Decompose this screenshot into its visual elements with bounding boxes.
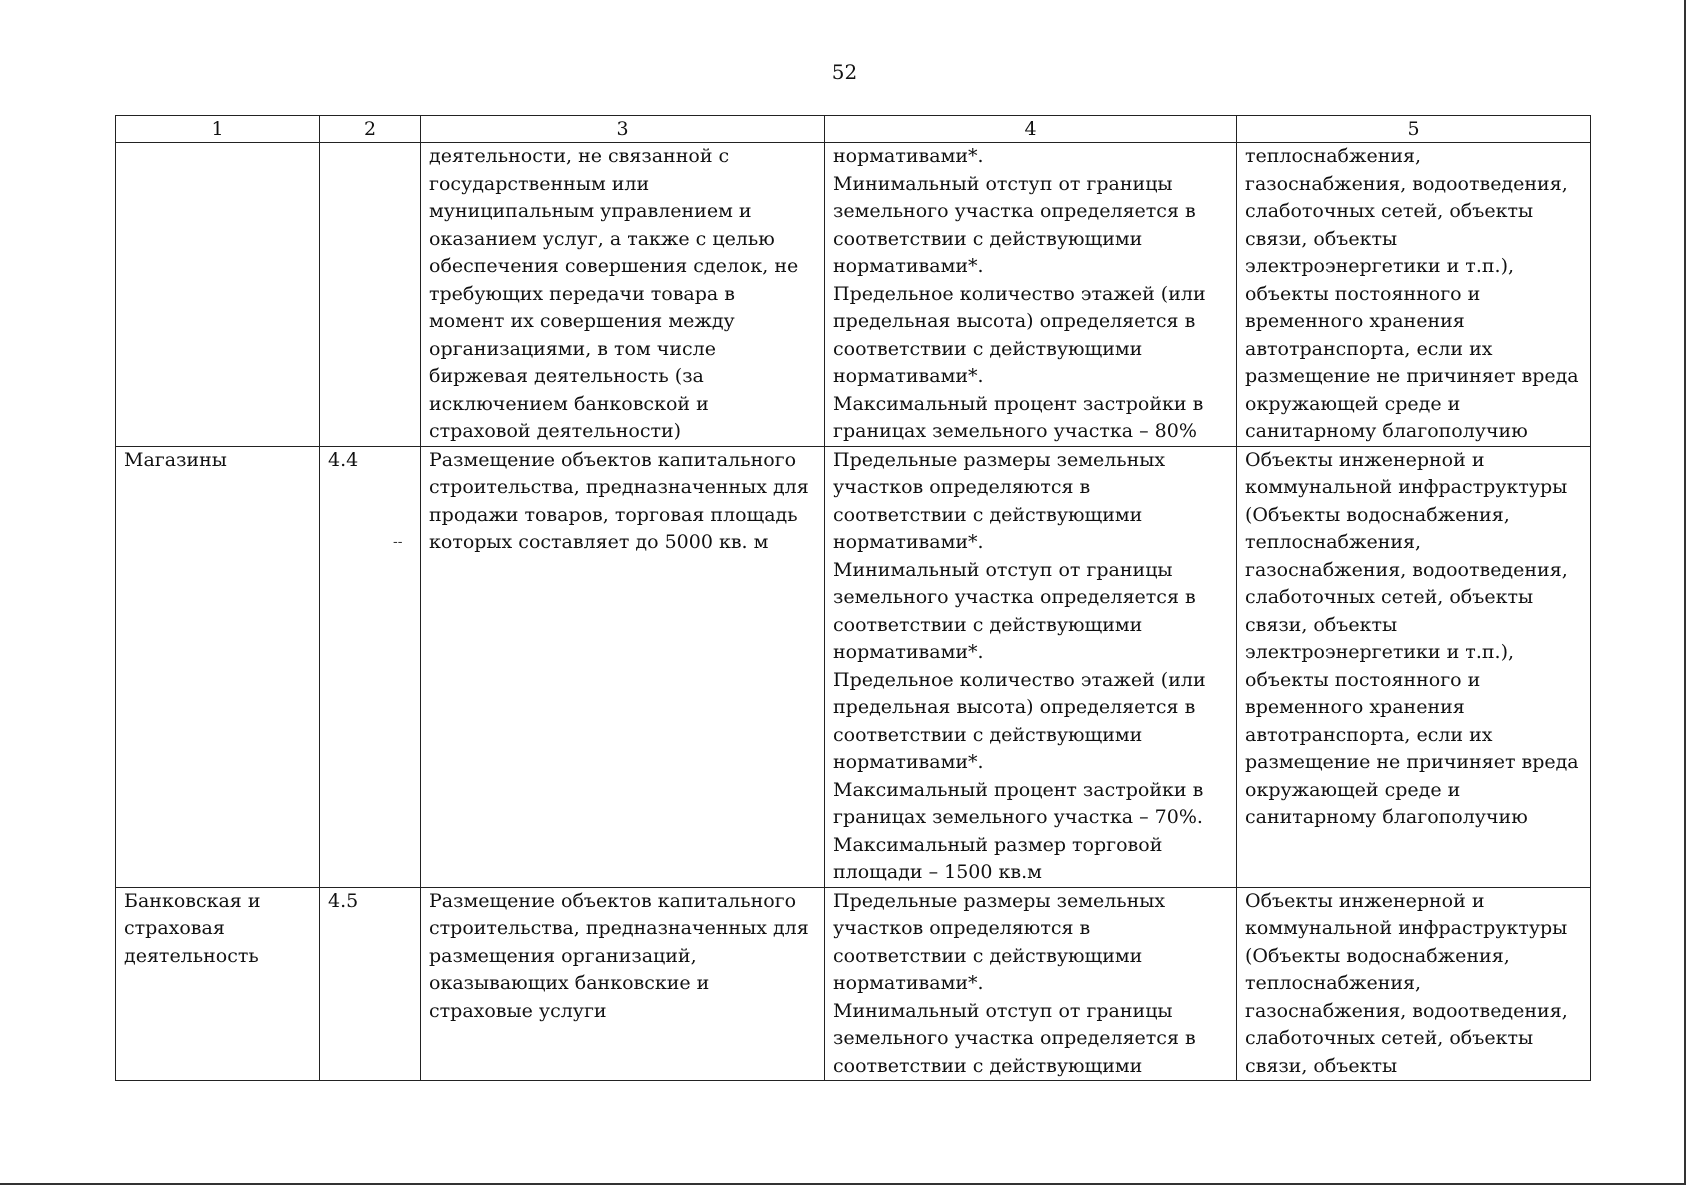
text-line: земельного участка определяется в — [833, 200, 1196, 222]
land-use-regulations-table — [115, 115, 1591, 1081]
header-col-4: 4 — [825, 116, 1237, 143]
cell-description — [421, 143, 825, 447]
text-line: обеспечения совершения сделок, не — [429, 255, 799, 277]
text-line: Объекты инженерной и — [1245, 889, 1485, 912]
text-line: нормативами*. — [833, 365, 984, 387]
text-line: организациями, в том числе — [429, 337, 716, 360]
text-line: страховой деятельности) — [429, 420, 682, 442]
text-line: соответствии с действующими — [833, 613, 1143, 636]
scan-frame-right-edge — [1684, 0, 1686, 1185]
text-line: государственным или — [429, 172, 650, 195]
text-line: слаботочных сетей, объекты — [1245, 200, 1534, 222]
text-line: Максимальный процент застройки в — [833, 778, 1204, 801]
text-line: муниципальным управлением и — [429, 200, 752, 222]
text-line: нормативами*. — [833, 641, 984, 663]
text-line: деятельность — [124, 944, 259, 967]
text-line: Максимальный процент застройки в — [833, 392, 1204, 415]
text-line: страховая — [124, 917, 225, 939]
text-line: санитарному благополучию — [1245, 420, 1528, 442]
table-row — [116, 143, 1591, 447]
text-line: объекты постоянного и — [1245, 668, 1481, 691]
text-line: соответствии с действующими — [833, 227, 1143, 250]
text-line: нормативами*. — [833, 751, 984, 773]
text-line: требующих передачи товара в — [429, 282, 735, 305]
text-line: нормативами*. — [833, 531, 984, 553]
text-line: Максимальный размер торговой — [833, 833, 1163, 856]
text-line: газоснабжения, водоотведения, — [1245, 172, 1568, 195]
header-col-5: 5 — [1237, 116, 1591, 143]
page-number: 52 — [831, 60, 858, 84]
text-line: связи, объекты — [1245, 613, 1398, 636]
text-line: теплоснабжения, — [1245, 972, 1422, 994]
cell-land-use-code: 4.5 — [320, 887, 421, 1081]
text-line: теплоснабжения, — [1245, 531, 1422, 553]
cell-description — [421, 446, 825, 887]
text-line: газоснабжения, водоотведения, — [1245, 999, 1568, 1022]
text-line: размещение не причиняет вреда — [1245, 751, 1579, 773]
text-line: участков определяются в — [833, 476, 1091, 498]
text-line: (Объекты водоснабжения, — [1245, 944, 1510, 967]
text-line: соответствии с действующими — [833, 723, 1143, 746]
text-line: Минимальный отступ от границы — [833, 999, 1173, 1022]
cell-parameters — [825, 446, 1237, 887]
text-line: площади – 1500 кв.м — [833, 861, 1042, 883]
scan-artifact-mark: -- — [393, 534, 403, 550]
text-line: Размещение объектов капитального — [429, 448, 797, 471]
text-line: электроэнергетики и т.п.), — [1245, 641, 1515, 663]
text-line: слаботочных сетей, объекты — [1245, 586, 1534, 608]
text-line: соответствии с действующими — [833, 337, 1143, 360]
text-line: временного хранения — [1245, 310, 1465, 332]
text-line: предельная высота) определяется в — [833, 310, 1196, 332]
text-line: размещение не причиняет вреда — [1245, 365, 1579, 387]
text-line: земельного участка определяется в — [833, 586, 1196, 608]
text-line: соответствии с действующими — [833, 1054, 1143, 1077]
text-line: предельная высота) определяется в — [833, 696, 1196, 718]
text-line: нормативами*. — [833, 972, 984, 994]
text-line: санитарному благополучию — [1245, 806, 1528, 828]
header-col-2: 2 — [320, 116, 421, 143]
text-line: электроэнергетики и т.п.), — [1245, 255, 1515, 277]
text-line: окружающей среде и — [1245, 778, 1461, 801]
cell-description — [421, 887, 825, 1081]
table-row — [116, 446, 1591, 887]
text-line: газоснабжения, водоотведения, — [1245, 558, 1568, 581]
text-line: Магазины — [124, 448, 227, 471]
text-line: исключением банковской и — [429, 392, 709, 415]
text-line: коммунальной инфраструктуры — [1245, 917, 1568, 939]
text-line: теплоснабжения, — [1245, 145, 1422, 167]
cell-land-use-name — [116, 143, 320, 447]
text-line: соответствии с действующими — [833, 503, 1143, 526]
text-line: строительства, предназначенных для — [429, 917, 809, 939]
text-line: которых составляет до 5000 кв. м — [429, 531, 769, 553]
text-line: строительства, предназначенных для — [429, 476, 809, 498]
cell-auxiliary-uses — [1237, 446, 1591, 887]
text-line: связи, объекты — [1245, 227, 1398, 250]
text-line: коммунальной инфраструктуры — [1245, 476, 1568, 498]
cell-land-use-name — [116, 446, 320, 887]
table-header-row — [116, 116, 1591, 143]
text-line: границах земельного участка – 70%. — [833, 806, 1203, 828]
text-line: окружающей среде и — [1245, 392, 1461, 415]
text-line: момент их совершения между — [429, 310, 735, 332]
text-line: соответствии с действующими — [833, 944, 1143, 967]
text-line: границах земельного участка – 80% — [833, 420, 1197, 442]
header-col-3: 3 — [421, 116, 825, 143]
text-line: временного хранения — [1245, 696, 1465, 718]
text-line: размещения организаций, — [429, 944, 697, 967]
cell-auxiliary-uses — [1237, 887, 1591, 1081]
text-line: оказанием услуг, а также с целью — [429, 227, 775, 250]
table-body — [116, 143, 1591, 1081]
text-line: участков определяются в — [833, 917, 1091, 939]
text-line: страховые услуги — [429, 999, 607, 1022]
cell-land-use-code — [320, 143, 421, 447]
cell-auxiliary-uses — [1237, 143, 1591, 447]
text-line: деятельности, не связанной с — [429, 145, 730, 167]
text-line: Предельное количество этажей (или — [833, 282, 1206, 305]
text-line: Объекты инженерной и — [1245, 448, 1485, 471]
text-line: биржевая деятельность (за — [429, 365, 704, 387]
text-line: нормативами*. — [833, 145, 984, 167]
text-line: Предельные размеры земельных — [833, 448, 1166, 471]
text-line: Размещение объектов капитального — [429, 889, 797, 912]
text-line: нормативами*. — [833, 255, 984, 277]
text-line: слаботочных сетей, объекты — [1245, 1027, 1534, 1049]
text-line: земельного участка определяется в — [833, 1027, 1196, 1049]
text-line: Минимальный отступ от границы — [833, 172, 1173, 195]
text-line: продажи товаров, торговая площадь — [429, 503, 798, 526]
table-row — [116, 887, 1591, 1081]
text-line: Банковская и — [124, 889, 261, 912]
header-col-1: 1 — [116, 116, 320, 143]
scan-frame-bottom-edge — [0, 1183, 1686, 1185]
text-line: Предельное количество этажей (или — [833, 668, 1206, 691]
text-line: оказывающих банковские и — [429, 972, 710, 994]
text-line: автотранспорта, если их — [1245, 723, 1493, 746]
cell-parameters — [825, 887, 1237, 1081]
text-line: Минимальный отступ от границы — [833, 558, 1173, 581]
cell-land-use-name — [116, 887, 320, 1081]
text-line: (Объекты водоснабжения, — [1245, 503, 1510, 526]
text-line: объекты постоянного и — [1245, 282, 1481, 305]
cell-parameters — [825, 143, 1237, 447]
text-line: Предельные размеры земельных — [833, 889, 1166, 912]
text-line: автотранспорта, если их — [1245, 337, 1493, 360]
cell-land-use-code: 4.4 — [320, 446, 421, 887]
text-line: связи, объекты — [1245, 1054, 1398, 1077]
